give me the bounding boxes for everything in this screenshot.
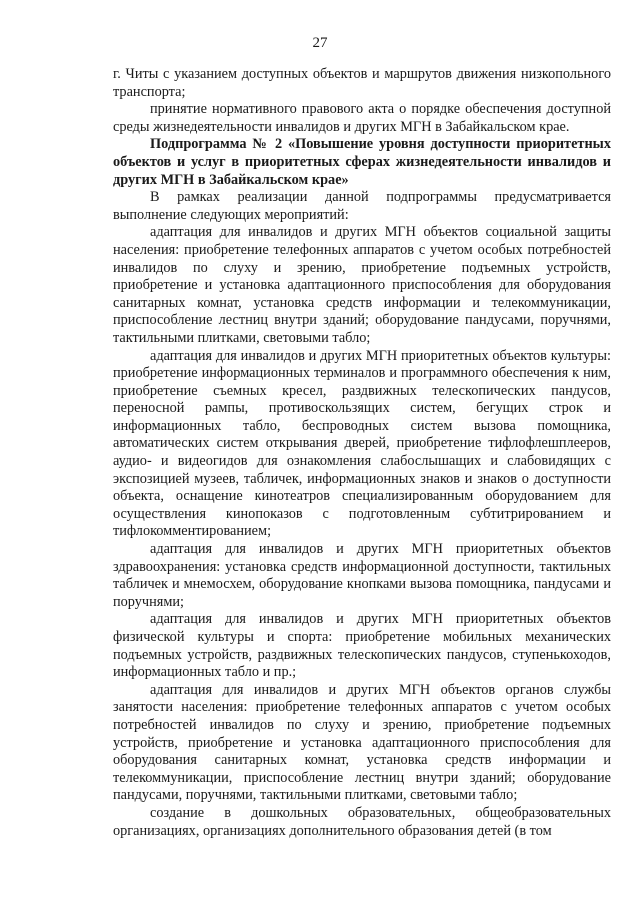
subprogram-heading: Подпрограмма № 2 «Повышение уровня доступности приоритетных объектов и услуг в приоритетных сферах жизнедеятельности инвалидов и других МГН в Забайкальском крае» (113, 136, 611, 188)
paragraph-chita-maps: г. Читы с указанием доступных объектов и маршрутов движения низкопольного транспорта; (113, 66, 611, 100)
paragraph-education: создание в дошкольных образовательных, общеобразовательных организациях, организациях дополнительного образования детей (в том (113, 804, 611, 839)
paragraph-sport: адаптация для инвалидов и других МГН приоритетных объектов физической культуры и спорта: приобретение мобильных механических подъемных устройств, раздвижных телескопических пандусов, ступенькоходов, информационных табло и пр.; (113, 611, 611, 681)
paragraph-employment: адаптация для инвалидов и других МГН объектов органов службы занятости населения: приобретение телефонных аппаратов с учетом особых потребностей инвалидов по слуху и зрению, приобретение подъемных устройств, приобретение и установка адаптационного приспособления для оборудования санитарных комнат, установка средств информации и телекоммуникации, приспособление лестниц внутри зданий; оборудование пандусами, поручнями, тактильными плитками, световыми табло; (113, 681, 611, 804)
page-number: 27 (312, 35, 328, 51)
page-body (113, 66, 611, 840)
paragraph-intro: В рамках реализации данной подпрограммы предусматривается выполнение следующих мероприятий: (113, 189, 611, 223)
paragraph-normative-act: принятие нормативного правового акта о порядке обеспечения доступной среды жизнедеятельности инвалидов и других МГН в Забайкальском крае. (113, 101, 611, 135)
paragraph-culture: адаптация для инвалидов и других МГН приоритетных объектов культуры: приобретение информационных терминалов и программного обеспечения к ним, приобретение съемных кресел, раздвижных телескопических пандусов, переносной рампы, противоскользящих систем, бегущих строк и информационных табло, беспроводных систем вызова помощника, автоматических систем открывания дверей, приобретение тифлофлешплееров, аудио- и видеогидов для ознакомления слабослышащих и слабовидящих с экспозицией музеев, табличек, информационных знаков и знаков о доступности объекта, оснащение кинотеатров специализированным оборудованием для осуществления кинопоказов с подготовленным субтитрированием и тифлокомментированием; (113, 347, 611, 540)
paragraph-healthcare: адаптация для инвалидов и других МГН приоритетных объектов здравоохранения: установка средств информационной доступности, тактильных табличек и мнемосхем, оборудование кнопками вызова помощника, пандусами и поручнями; (113, 541, 611, 610)
paragraph-social-protection: адаптация для инвалидов и других МГН объектов социальной защиты населения: приобретение телефонных аппаратов с учетом особых потребностей инвалидов по слуху и зрению, приобретение подъемных устройств, приобретение и установка адаптационного приспособления для оборудования санитарных комнат, установка средств информации и телекоммуникации, приспособление лестниц внутри зданий; оборудование пандусами, поручнями, тактильными плитками, световыми табло; (113, 224, 611, 346)
